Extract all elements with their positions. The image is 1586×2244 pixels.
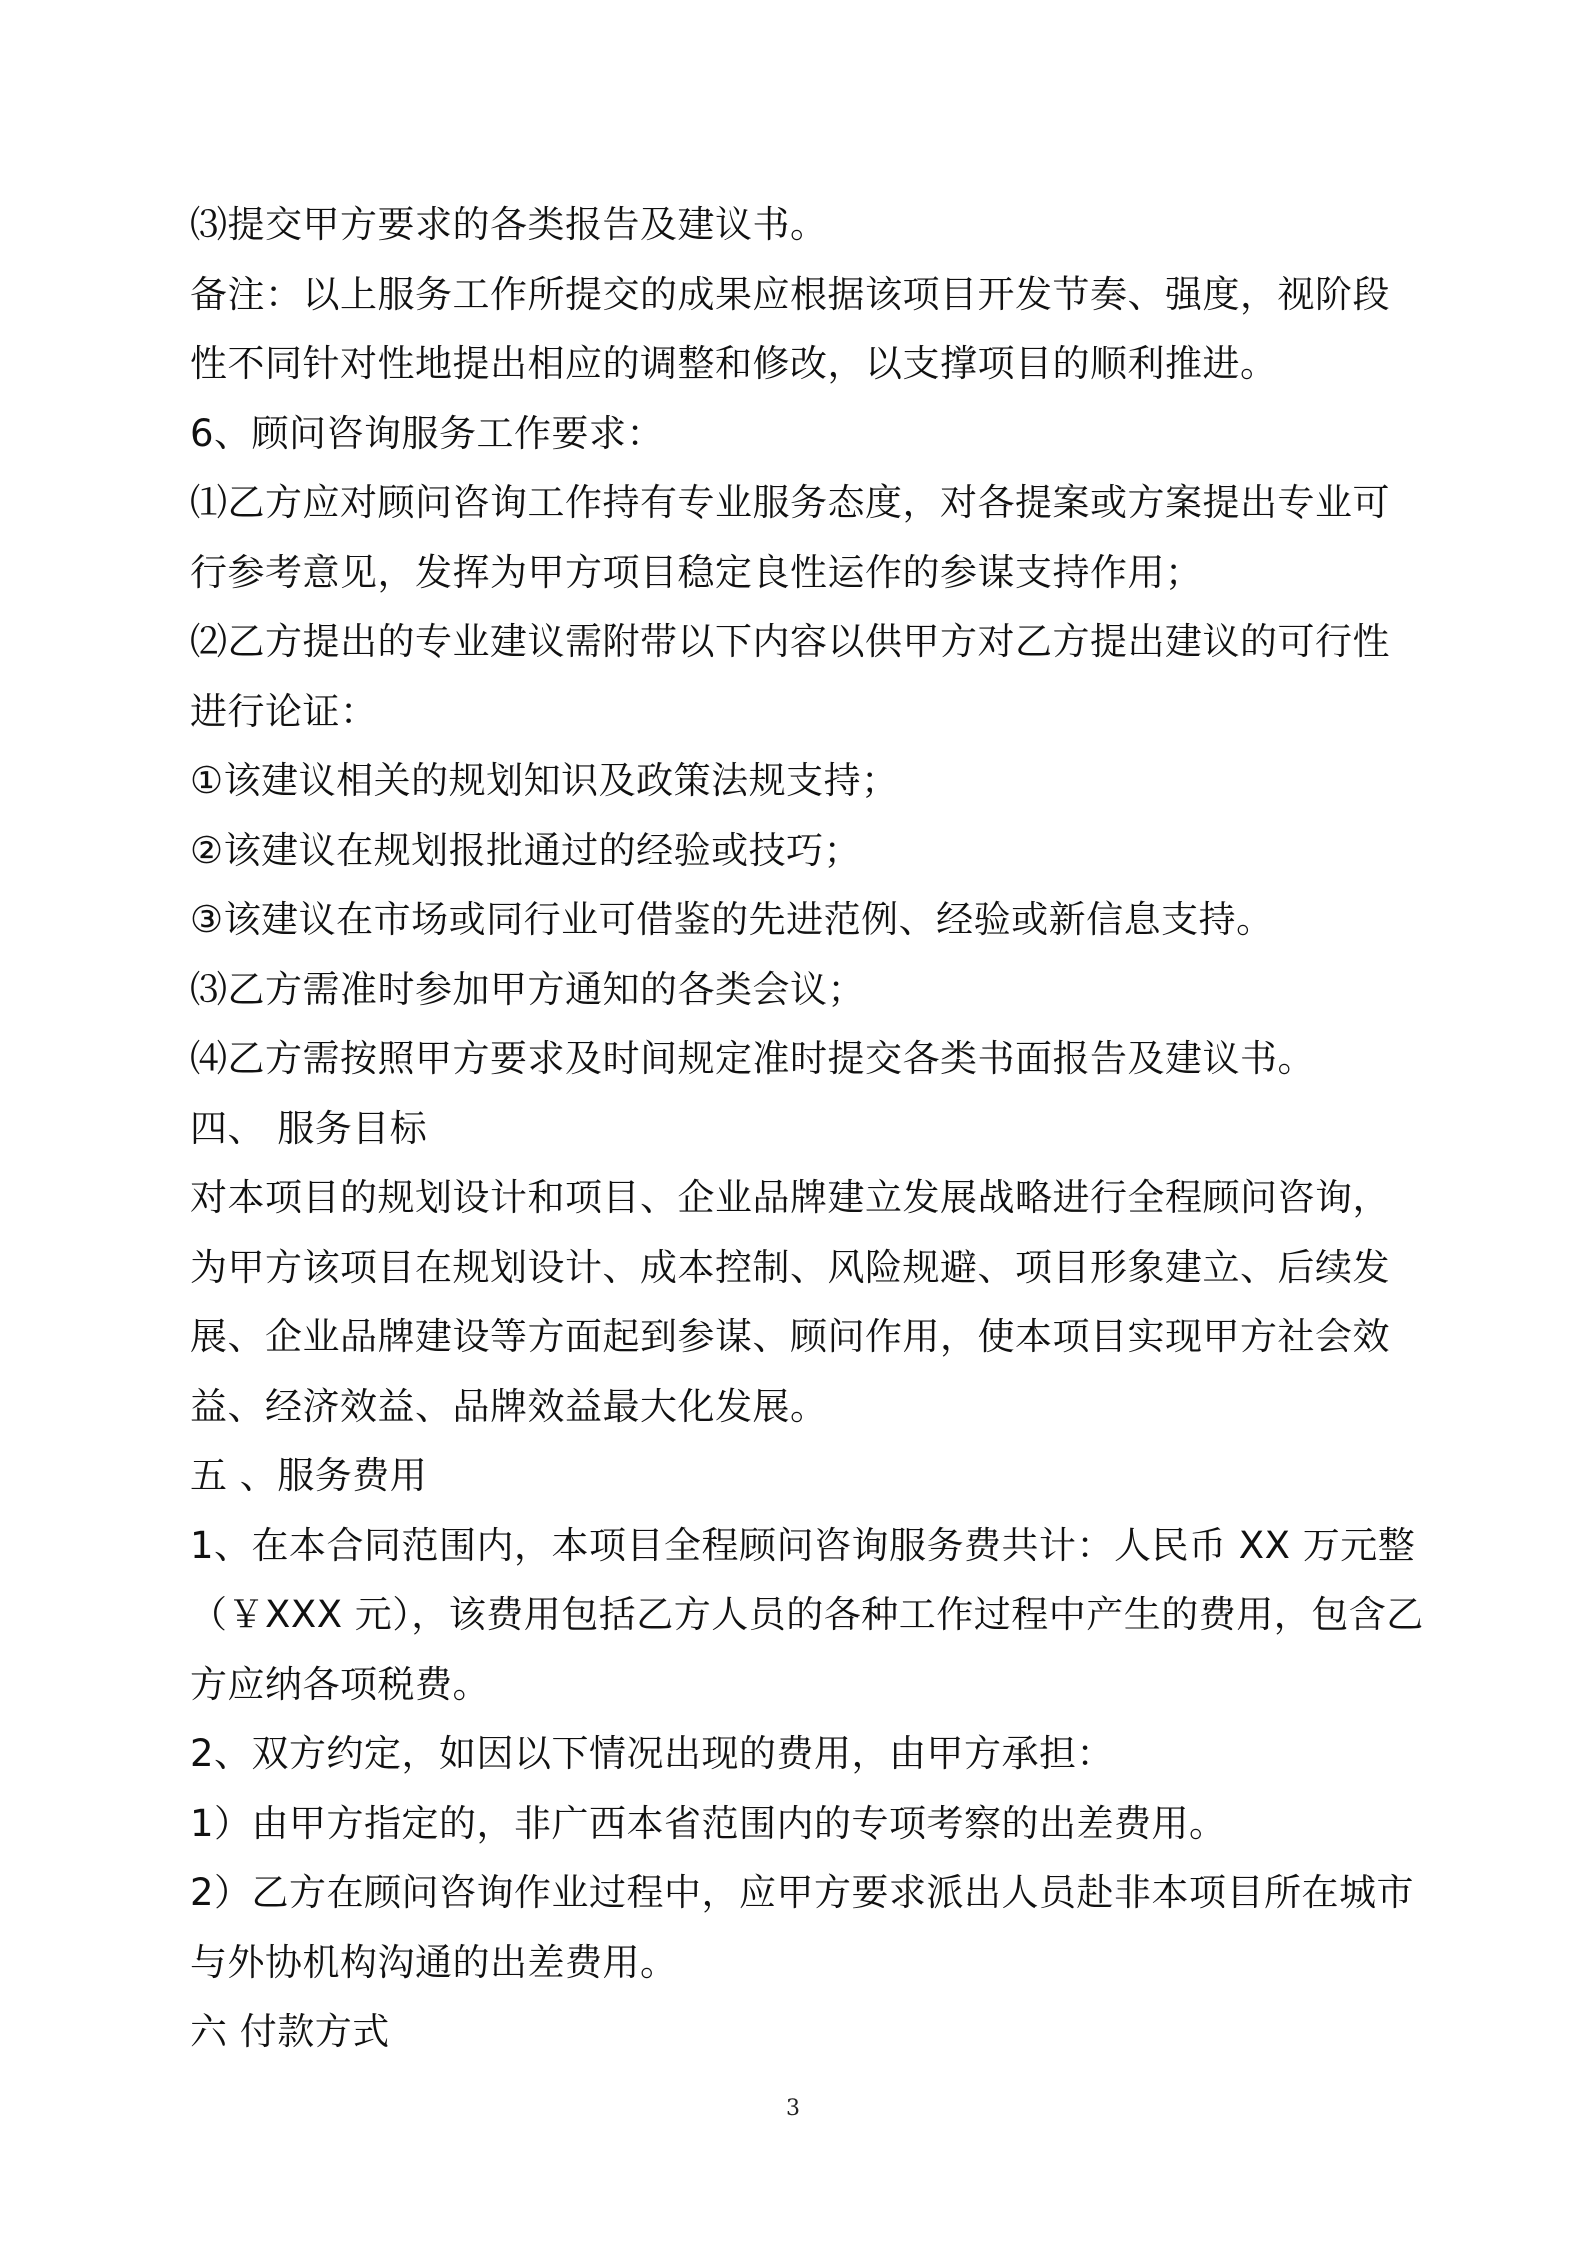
page-number: 3 [786,2096,800,2121]
text-line: 进行论证： [190,689,378,733]
text-line: 性不同针对性地提出相应的调整和修改，以支撑项目的顺利推进。 [190,342,1278,385]
list-item: ②该建议在规划报批通过的经验或技巧； [190,828,862,872]
list-item: 2）乙方在顾问咨询作业过程中，应甲方要求派出人员赴非本项目所在城市 [190,1871,1415,1914]
text-line: 与外协机构沟通的出差费用。 [190,1940,678,1984]
text-line: 行参考意见，发挥为甲方项目稳定良性运作的参谋支持作用； [190,550,1203,594]
section-heading: 六 付款方式 [190,2010,390,2053]
text-line: ⑵乙方提出的专业建议需附带以下内容以供甲方对乙方提出建议的可行性 [190,620,1390,663]
text-line: 备注：以上服务工作所提交的成果应根据该项目开发节奏、强度，视阶段 [190,272,1390,316]
text-line: ⑶提交甲方要求的各类报告及建议书。 [190,203,828,246]
text-line: 对本项目的规划设计和项目、企业品牌建立发展战略进行全程顾问咨询， [190,1176,1390,1219]
list-item: ③该建议在市场或同行业可借鉴的先进范例、经验或新信息支持。 [190,898,1274,941]
section-heading: 五 、服务费用 [190,1454,428,1497]
text-line: 方应纳各项税费。 [190,1662,490,1706]
list-item: ①该建议相关的规划知识及政策法规支持； [190,759,899,802]
section-heading: 四、 服务目标 [190,1106,428,1150]
list-item: ⑷乙方需按照甲方要求及时间规定准时提交各类书面报告及建议书。 [190,1037,1315,1080]
document-body [190,190,1424,2067]
text-line: （￥XXX 元），该费用包括乙方人员的各种工作过程中产生的费用，包含乙 [190,1593,1424,1636]
text-line: 1、在本合同范围内，本项目全程顾问咨询服务费共计：人民币 XX 万元整 [190,1523,1416,1567]
list-item: 1）由甲方指定的，非广西本省范围内的专项考察的出差费用。 [190,1801,1227,1845]
text-line: ⑴乙方应对顾问咨询工作持有专业服务态度，对各提案或方案提出专业可 [190,481,1390,524]
text-line: 展、企业品牌建设等方面起到参谋、顾问作用，使本项目实现甲方社会效 [190,1315,1390,1358]
list-item: ⑶乙方需准时参加甲方通知的各类会议； [190,967,865,1011]
text-line: 2、双方约定，如因以下情况出现的费用，由甲方承担： [190,1732,1115,1775]
text-line: 益、经济效益、品牌效益最大化发展。 [190,1384,828,1428]
text-line: 为甲方该项目在规划设计、成本控制、风险规避、项目形象建立、后续发 [190,1245,1390,1289]
section-heading: 6、顾问咨询服务工作要求： [190,411,665,455]
